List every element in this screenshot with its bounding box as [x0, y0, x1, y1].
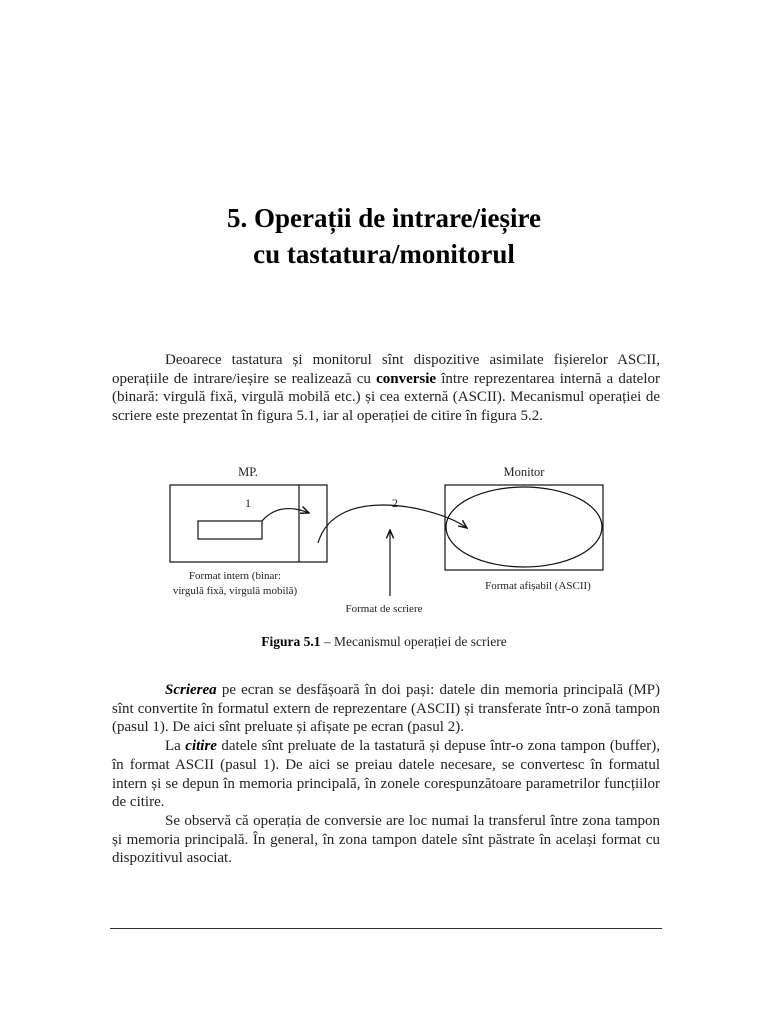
mp-label: MP. — [238, 465, 258, 479]
format-scriere-label: Format de scriere — [345, 603, 423, 615]
format-afisabil-label: Format afișabil (ASCII) — [485, 580, 591, 592]
chapter-title-line2: cu tastatura/monitorul — [253, 239, 515, 269]
paragraph-scrierea — [112, 681, 660, 737]
format-intern-label-2: virgulă fixă, virgulă mobilă) — [172, 585, 298, 597]
body-text — [112, 681, 660, 868]
figure-caption-text: – Mecanismul operației de scriere — [320, 634, 507, 649]
format-intern-label-1: Format intern (binar: — [188, 570, 282, 582]
paragraph-scrierea-text: pe ecran se desfășoară în doi pași: datele din memoria principală (MP) sînt convertite în formatul extern de reprezentare (ASCII) și transferate într-o zonă tampon (pasul 1). De aici sînt preluate și afișate pe ecran (pasul 2). — [112, 682, 660, 736]
paragraph-citire — [112, 737, 660, 812]
data-cell — [198, 521, 262, 539]
paragraph-conversie: Se observă că operația de conversie are loc numai la transferul între zona tampon și memoria principală. În general, în zona tampon datele sînt păstrate în același format cu dispozitivul asociat. — [112, 812, 660, 867]
monitor-box — [445, 485, 603, 570]
chapter-title-line1: 5. Operații de intrare/ieșire — [227, 203, 541, 233]
step1-label: 1 — [245, 496, 251, 510]
step1-arrow — [262, 509, 309, 521]
step2-label: 2 — [392, 496, 398, 510]
figure-number: Figura 5.1 — [261, 634, 321, 649]
paragraph-citire-lead: La — [165, 738, 186, 755]
intro-text-start: Deoarece tastatura și monitorul sînt dispozitive asimilate fișierelor ASCII, operațiile de intrare/ieșire se realizează cu — [112, 352, 660, 387]
term-citire: citire — [185, 738, 217, 755]
screen-ellipse — [446, 487, 602, 567]
intro-text-end: între reprezentarea internă a datelor (binară: virgulă fixă, virgulă mobilă etc.) și cea externă (ASCII). Mecanismul operației de scriere este prezentat în figura 5.1, iar al operației de citire în figura 5.2. — [112, 370, 660, 425]
paragraph-citire-text: datele sînt preluate de la tastatură și depuse într-o zona tampon (buffer), în format ASCII (pasul 1). De aici se preiau datele necesare, se convertesc în formatul intern și se depun în memoria principală, în zonele corespunzătoare parametrilor funcțiilor de citire. — [112, 738, 660, 811]
term-scrierea: Scrierea — [165, 682, 217, 698]
figure-caption — [0, 634, 768, 650]
monitor-label: Monitor — [503, 465, 545, 479]
footer-rule — [110, 928, 662, 929]
intro-bold-term: conversie — [376, 370, 437, 387]
